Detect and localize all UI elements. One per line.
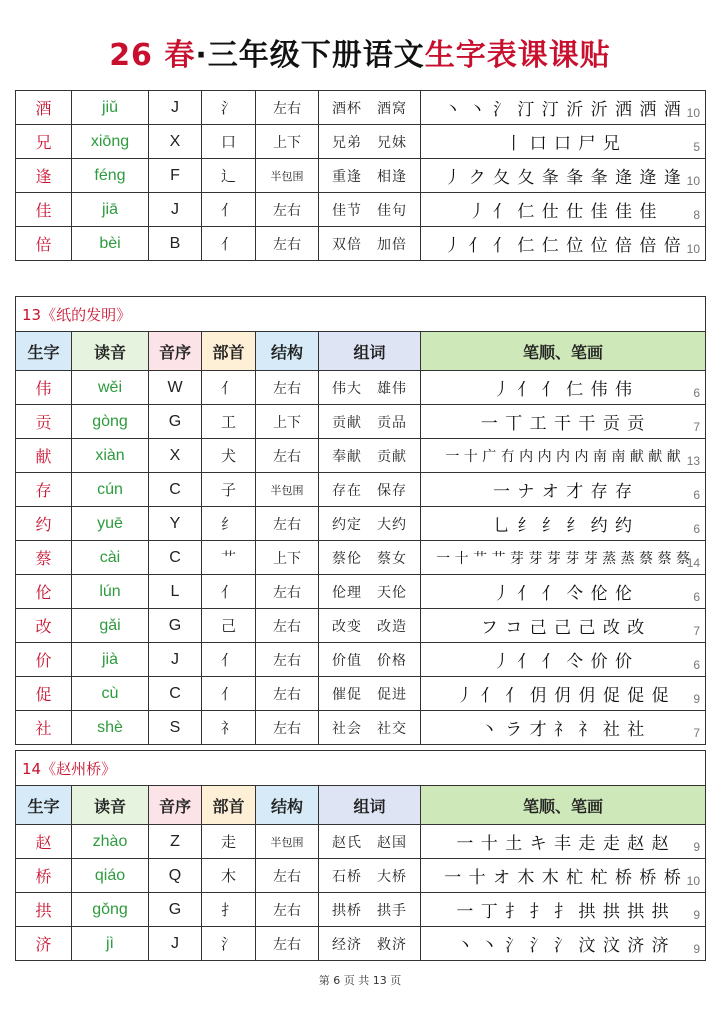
stroke-order: 丨 口 口 尸 兄	[505, 134, 621, 154]
header-char: 生字	[16, 332, 72, 371]
words-cell: 存在 保存	[319, 473, 421, 507]
words-cell: 兄弟 兄妹	[319, 125, 421, 159]
table-row	[16, 541, 706, 575]
char-cell: 社	[16, 711, 72, 745]
radical-cell: 氵	[202, 927, 256, 961]
stroke-count: 14	[686, 556, 701, 570]
structure-cell: 左右	[256, 893, 319, 927]
structure-cell: 左右	[256, 91, 319, 125]
pinyin-cell: gǎi	[72, 609, 149, 643]
words-cell: 伟大 雄伟	[319, 371, 421, 405]
strokes-cell	[421, 159, 706, 193]
stroke-order: 丿 亻 亻 仁 伟 伟	[493, 380, 634, 400]
radical-cell: 亻	[202, 677, 256, 711]
char-cell: 逢	[16, 159, 72, 193]
stroke-count: 6	[693, 590, 701, 604]
char-cell: 济	[16, 927, 72, 961]
stroke-order: 一 丁 扌 扌 扌 拱 拱 拱 拱	[456, 902, 670, 922]
table-row	[16, 507, 706, 541]
pinyin-cell: lún	[72, 575, 149, 609]
header-index: 音序	[149, 786, 202, 825]
words-cell: 社会 社交	[319, 711, 421, 745]
index-cell: J	[149, 91, 202, 125]
pinyin-cell: xiàn	[72, 439, 149, 473]
table-row	[16, 159, 706, 193]
stroke-count: 10	[686, 106, 700, 120]
structure-cell: 左右	[256, 507, 319, 541]
index-cell: Z	[149, 825, 202, 859]
stroke-order: 一 十 オ 木 木 杧 杧 桥 桥 桥	[444, 868, 682, 888]
pinyin-cell: gòng	[72, 405, 149, 439]
header-strokes: 笔顺、笔画	[421, 332, 706, 371]
table-row	[16, 91, 706, 125]
structure-cell: 左右	[256, 371, 319, 405]
stroke-order: 一 ナ オ 才 存 存	[493, 482, 634, 502]
words-cell: 酒杯 酒窝	[319, 91, 421, 125]
header-row	[16, 332, 706, 371]
char-cell: 约	[16, 507, 72, 541]
char-cell: 伦	[16, 575, 72, 609]
lesson-title-row	[16, 751, 706, 786]
index-cell: J	[149, 193, 202, 227]
char-cell: 贡	[16, 405, 72, 439]
stroke-order: 乚 纟 纟 纟 约 约	[493, 516, 634, 536]
words-cell: 改变 改造	[319, 609, 421, 643]
stroke-count: 6	[693, 658, 701, 672]
page-title	[0, 36, 720, 76]
structure-cell: 左右	[256, 439, 319, 473]
stroke-order: 一 十 广 冇 内 内 内 内 南 南 献 献 献	[445, 448, 681, 465]
pinyin-cell: cù	[72, 677, 149, 711]
stroke-order: 丶 丶 氵 汀 汀 沂 沂 洒 洒 酒	[444, 100, 682, 120]
stroke-order: 丿 亻 仁 仕 仕 佳 佳 佳	[468, 202, 658, 222]
header-radical: 部首	[202, 786, 256, 825]
radical-cell: 辶	[202, 159, 256, 193]
words-cell: 赵氏 赵国	[319, 825, 421, 859]
strokes-cell	[421, 711, 706, 745]
stroke-order: 丶 ラ 才 礻 礻 社 社	[480, 720, 646, 740]
char-cell: 蔡	[16, 541, 72, 575]
index-cell: X	[149, 125, 202, 159]
stroke-count: 8	[693, 208, 700, 222]
index-cell: F	[149, 159, 202, 193]
structure-cell: 左右	[256, 677, 319, 711]
strokes-cell	[421, 609, 706, 643]
strokes-cell	[421, 405, 706, 439]
stroke-count: 13	[686, 454, 701, 468]
structure-cell: 半包围	[256, 825, 319, 859]
radical-cell: 工	[202, 405, 256, 439]
structure-cell: 左右	[256, 609, 319, 643]
stroke-order: フ コ 己 己 己 改 改	[480, 618, 646, 638]
radical-cell: 口	[202, 125, 256, 159]
stroke-count: 10	[686, 874, 701, 888]
words-cell: 佳节 佳句	[319, 193, 421, 227]
stroke-count: 7	[693, 726, 701, 740]
words-cell: 重逢 相逢	[319, 159, 421, 193]
radical-cell: 纟	[202, 507, 256, 541]
stroke-count: 6	[693, 386, 701, 400]
stroke-order: 丿 亻 亻 仁 仁 位 位 倍 倍 倍	[444, 236, 682, 256]
char-cell: 倍	[16, 227, 72, 261]
radical-cell: 扌	[202, 893, 256, 927]
radical-cell: 亻	[202, 643, 256, 677]
table-row	[16, 227, 706, 261]
stroke-count: 9	[693, 840, 701, 854]
header-pinyin: 读音	[72, 332, 149, 371]
header-words: 组词	[319, 332, 421, 371]
header-radical: 部首	[202, 332, 256, 371]
strokes-cell	[421, 439, 706, 473]
strokes-cell	[421, 575, 706, 609]
strokes-cell	[421, 927, 706, 961]
words-cell: 伦理 天伦	[319, 575, 421, 609]
strokes-cell	[421, 125, 706, 159]
pinyin-cell: xiōng	[72, 125, 149, 159]
structure-cell: 上下	[256, 541, 319, 575]
table-row	[16, 473, 706, 507]
stroke-order: 丿 亻 亻 仒 伦 伦	[493, 584, 634, 604]
index-cell: C	[149, 677, 202, 711]
words-cell: 蔡伦 蔡女	[319, 541, 421, 575]
radical-cell: 亻	[202, 575, 256, 609]
title-season: 26 春	[109, 38, 196, 73]
stroke-count: 10	[686, 242, 700, 256]
structure-cell: 上下	[256, 125, 319, 159]
char-cell: 拱	[16, 893, 72, 927]
stroke-order: 丿 亻 亻 仴 仴 仴 促 促 促	[456, 686, 670, 706]
index-cell: X	[149, 439, 202, 473]
char-cell: 存	[16, 473, 72, 507]
strokes-cell	[421, 193, 706, 227]
table-row	[16, 859, 706, 893]
radical-cell: 犬	[202, 439, 256, 473]
table-row	[16, 575, 706, 609]
radical-cell: 亻	[202, 193, 256, 227]
pinyin-cell: jì	[72, 927, 149, 961]
char-cell: 价	[16, 643, 72, 677]
table-row	[16, 711, 706, 745]
header-index: 音序	[149, 332, 202, 371]
lesson-title-row	[16, 297, 706, 332]
header-words: 组词	[319, 786, 421, 825]
stroke-order: 一 丅 工 干 干 贡 贡	[480, 414, 646, 434]
stroke-count: 6	[693, 488, 701, 502]
table-row	[16, 125, 706, 159]
words-cell: 催促 促进	[319, 677, 421, 711]
header-pinyin: 读音	[72, 786, 149, 825]
pinyin-cell: jiǔ	[72, 91, 149, 125]
pinyin-cell: cún	[72, 473, 149, 507]
radical-cell: 走	[202, 825, 256, 859]
stroke-count: 7	[693, 420, 701, 434]
words-cell: 贡献 贡品	[319, 405, 421, 439]
title-grade: ·三年级下册语文	[195, 38, 425, 73]
radical-cell: 亻	[202, 227, 256, 261]
stroke-count: 7	[693, 624, 701, 638]
table-row	[16, 893, 706, 927]
char-cell: 兄	[16, 125, 72, 159]
strokes-cell	[421, 643, 706, 677]
stroke-count: 5	[693, 140, 700, 154]
stroke-count: 9	[693, 692, 701, 706]
character-table-top	[15, 90, 706, 261]
structure-cell: 左右	[256, 859, 319, 893]
radical-cell: 礻	[202, 711, 256, 745]
page-footer: 第 6 页 共 13 页	[318, 974, 402, 987]
index-cell: S	[149, 711, 202, 745]
pinyin-cell: féng	[72, 159, 149, 193]
table-row	[16, 677, 706, 711]
table-row	[16, 193, 706, 227]
stroke-count: 10	[686, 174, 700, 188]
words-cell: 石桥 大桥	[319, 859, 421, 893]
index-cell: G	[149, 609, 202, 643]
pinyin-cell: zhào	[72, 825, 149, 859]
char-cell: 促	[16, 677, 72, 711]
header-char: 生字	[16, 786, 72, 825]
words-cell: 奉献 贡献	[319, 439, 421, 473]
stroke-order: 丿 ク 夂 夂 夆 夆 夆 逄 逄 逢	[444, 168, 682, 188]
strokes-cell	[421, 473, 706, 507]
strokes-cell	[421, 507, 706, 541]
table-row	[16, 825, 706, 859]
header-row	[16, 786, 706, 825]
table-row	[16, 643, 706, 677]
header-strokes: 笔顺、笔画	[421, 786, 706, 825]
char-cell: 献	[16, 439, 72, 473]
stroke-count: 9	[693, 908, 701, 922]
strokes-cell	[421, 371, 706, 405]
table-row	[16, 927, 706, 961]
pinyin-cell: cài	[72, 541, 149, 575]
structure-cell: 半包围	[256, 159, 319, 193]
char-cell: 酒	[16, 91, 72, 125]
char-cell: 桥	[16, 859, 72, 893]
words-cell: 拱桥 拱手	[319, 893, 421, 927]
index-cell: J	[149, 643, 202, 677]
table-row	[16, 609, 706, 643]
pinyin-cell: jiā	[72, 193, 149, 227]
pinyin-cell: jià	[72, 643, 149, 677]
stroke-order: 丶 丶 氵 氵 氵 汶 汶 济 济	[456, 936, 670, 956]
pinyin-cell: bèi	[72, 227, 149, 261]
title-subject: 生字表课课贴	[424, 38, 611, 73]
structure-cell: 左右	[256, 711, 319, 745]
strokes-cell	[421, 91, 706, 125]
words-cell: 经济 救济	[319, 927, 421, 961]
index-cell: Q	[149, 859, 202, 893]
words-cell: 约定 大约	[319, 507, 421, 541]
stroke-order: 一 十 艹 艹 芽 芽 芽 芽 芽 蒸 蒸 蔡 蔡 蔡	[436, 550, 690, 567]
strokes-cell	[421, 893, 706, 927]
radical-cell: 子	[202, 473, 256, 507]
index-cell: G	[149, 405, 202, 439]
pinyin-cell: yuē	[72, 507, 149, 541]
header-structure: 结构	[256, 332, 319, 371]
structure-cell: 左右	[256, 927, 319, 961]
strokes-cell	[421, 677, 706, 711]
lesson-title: 14《赵州桥》	[16, 751, 706, 786]
radical-cell: 木	[202, 859, 256, 893]
pinyin-cell: qiáo	[72, 859, 149, 893]
char-cell: 改	[16, 609, 72, 643]
index-cell: C	[149, 541, 202, 575]
structure-cell: 左右	[256, 575, 319, 609]
header-structure: 结构	[256, 786, 319, 825]
index-cell: C	[149, 473, 202, 507]
index-cell: L	[149, 575, 202, 609]
stroke-count: 9	[693, 942, 701, 956]
lesson-13-table	[15, 296, 706, 745]
table-row	[16, 405, 706, 439]
structure-cell: 左右	[256, 193, 319, 227]
stroke-order: 一 十 土 キ 丰 走 走 赵 赵	[456, 834, 670, 854]
structure-cell: 左右	[256, 643, 319, 677]
char-cell: 赵	[16, 825, 72, 859]
stroke-count: 6	[693, 522, 701, 536]
index-cell: Y	[149, 507, 202, 541]
index-cell: G	[149, 893, 202, 927]
strokes-cell	[421, 541, 706, 575]
lesson-14-table	[15, 750, 706, 961]
table-row	[16, 371, 706, 405]
char-cell: 佳	[16, 193, 72, 227]
stroke-order: 丿 亻 亻 仒 价 价	[493, 652, 634, 672]
strokes-cell	[421, 859, 706, 893]
pinyin-cell: gǒng	[72, 893, 149, 927]
structure-cell: 半包围	[256, 473, 319, 507]
radical-cell: 己	[202, 609, 256, 643]
index-cell: J	[149, 927, 202, 961]
char-cell: 伟	[16, 371, 72, 405]
lesson-title: 13《纸的发明》	[16, 297, 706, 332]
words-cell: 价值 价格	[319, 643, 421, 677]
radical-cell: 艹	[202, 541, 256, 575]
structure-cell: 上下	[256, 405, 319, 439]
index-cell: W	[149, 371, 202, 405]
radical-cell: 亻	[202, 371, 256, 405]
pinyin-cell: shè	[72, 711, 149, 745]
radical-cell: 氵	[202, 91, 256, 125]
strokes-cell	[421, 825, 706, 859]
table-row	[16, 439, 706, 473]
index-cell: B	[149, 227, 202, 261]
strokes-cell	[421, 227, 706, 261]
pinyin-cell: wěi	[72, 371, 149, 405]
structure-cell: 左右	[256, 227, 319, 261]
words-cell: 双倍 加倍	[319, 227, 421, 261]
